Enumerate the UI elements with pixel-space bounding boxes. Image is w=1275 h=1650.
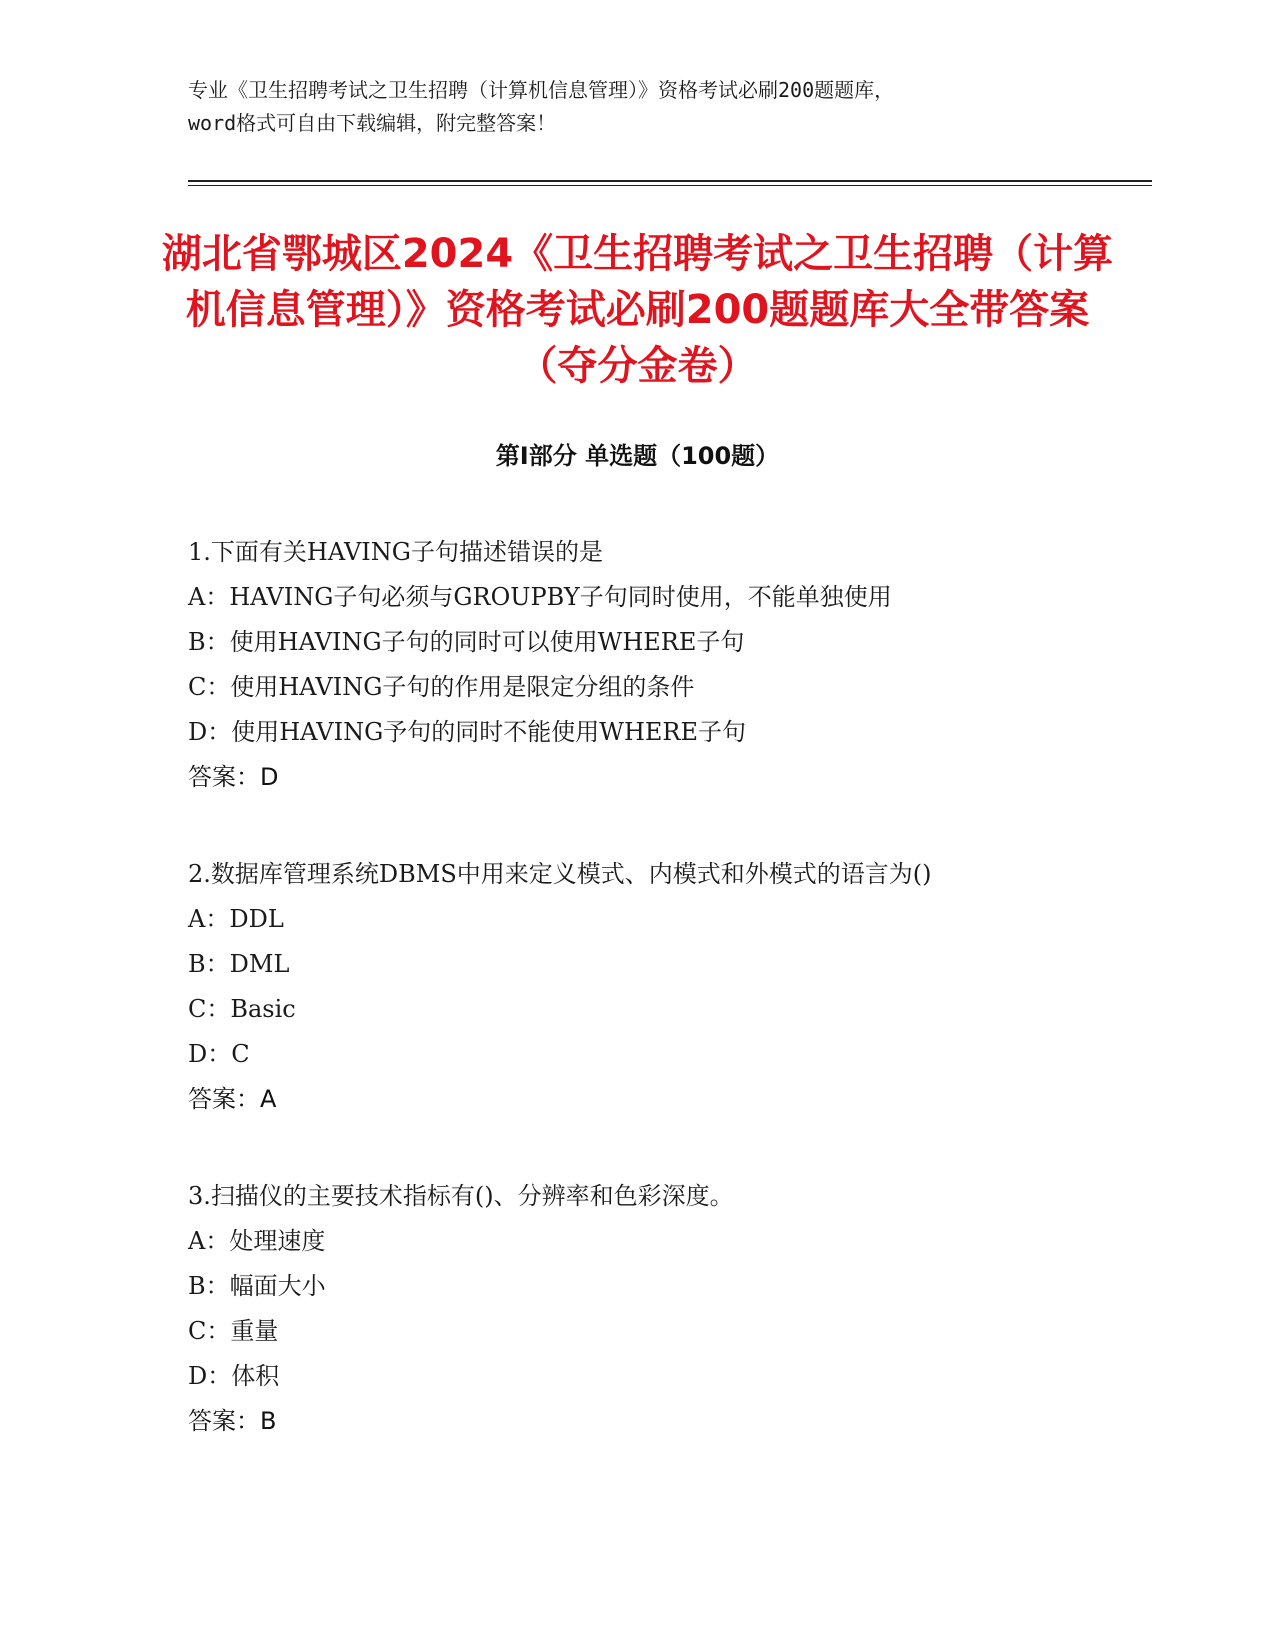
document-title: 湖北省鄂城区2024《卫生招聘考试之卫生招聘（计算机信息管理）》资格考试必刷200题题库大全带答案（夺分金卷） — [161, 231, 1114, 389]
question-2 — [188, 852, 1148, 1122]
answer-line: 答案：A — [188, 1085, 277, 1113]
section-heading: 第Ⅰ部分 单选题（100题） — [495, 442, 780, 470]
option-c: C：重量 — [188, 1317, 279, 1345]
question-stem: 3.扫描仪的主要技术指标有()、分辨率和色彩深度。 — [188, 1182, 734, 1210]
option-b: B：DML — [188, 950, 290, 978]
option-a: A：DDL — [188, 905, 284, 933]
option-c: C：Basic — [188, 995, 296, 1023]
question-stem: 2.数据库管理系统DBMS中用来定义模式、内模式和外模式的语言为() — [188, 860, 932, 888]
question-list — [188, 530, 1148, 1496]
answer-line: 答案：B — [188, 1407, 277, 1435]
header-divider-thick — [188, 180, 1152, 182]
header-divider-thin — [188, 185, 1152, 186]
option-d: D：C — [188, 1040, 250, 1068]
header-note-line-1: 专业《卫生招聘考试之卫生招聘（计算机信息管理）》资格考试必刷200题题库， — [188, 78, 895, 102]
question-3 — [188, 1174, 1148, 1444]
question-stem: 1.下面有关HAVING子句描述错误的是 — [188, 538, 603, 566]
option-c: C：使用HAVING子句的作用是限定分组的条件 — [188, 673, 695, 701]
question-1 — [188, 530, 1148, 800]
option-d: D：使用HAVING予句的同时不能使用WHERE子句 — [188, 718, 746, 746]
option-d: D：体积 — [188, 1362, 280, 1390]
option-a: A：处理速度 — [188, 1227, 326, 1255]
option-b: B：使用HAVING子句的同时可以使用WHERE子句 — [188, 628, 745, 656]
option-b: B：幅面大小 — [188, 1272, 326, 1300]
header-note — [188, 74, 1128, 140]
header-note-line-2: word格式可自由下载编辑，附完整答案！ — [188, 111, 557, 135]
option-a: A：HAVING子句必须与GROUPBY子句同时使用，不能单独使用 — [188, 583, 892, 611]
answer-line: 答案：D — [188, 763, 279, 791]
